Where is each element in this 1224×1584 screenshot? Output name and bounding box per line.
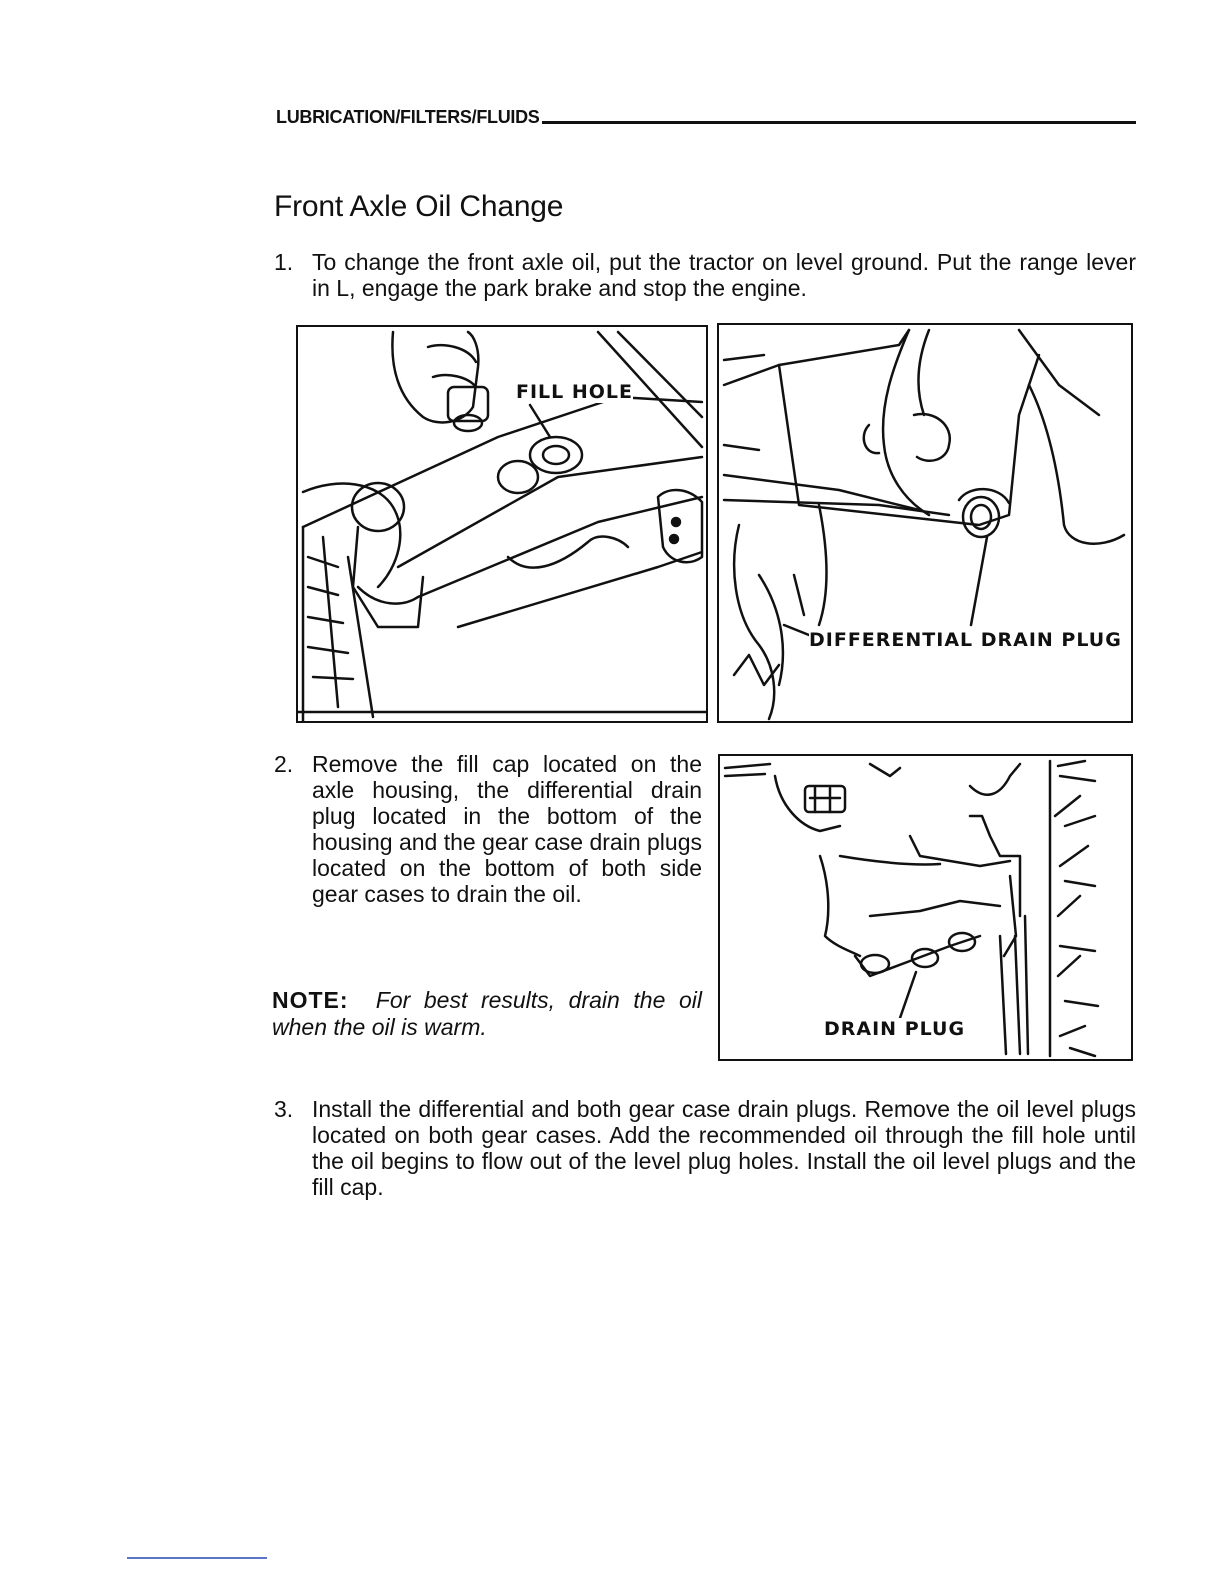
step-number: 1.: [274, 249, 294, 275]
step-number: 2.: [274, 751, 294, 777]
differential-drawing: [719, 325, 1131, 721]
drain-plug-label: DRAIN PLUG: [824, 1018, 966, 1040]
axle-fill-drawing: [298, 327, 706, 721]
fill-hole-illustration: [296, 325, 708, 723]
step-text: To change the front axle oil, put the tractor on level ground. Put the range lever in L, engage the park brake and stop the engine.: [312, 249, 1136, 301]
gear-case-drawing: [720, 756, 1131, 1059]
differential-drain-plug-label: DIFFERENTIAL DRAIN PLUG: [809, 629, 1122, 651]
step-3: [274, 1096, 1136, 1200]
gear-case-drain-plug-illustration: [718, 754, 1133, 1061]
step-text: Remove the fill cap located on the axle housing, the differential drain plug located in the bottom of the housing and the gear case drain plugs located on the bottom of both side gear cases to drain the oil.: [312, 751, 703, 907]
step-1: [274, 249, 1136, 301]
note-label: NOTE:: [272, 987, 349, 1013]
section-label: LUBRICATION/FILTERS/FLUIDS: [276, 107, 540, 127]
differential-drain-plug-illustration: [717, 323, 1133, 723]
header-rule: [542, 121, 1136, 124]
step-2: [274, 751, 702, 907]
footer-rule: [127, 1557, 267, 1559]
page-title: Front Axle Oil Change: [274, 190, 564, 223]
step-number: 3.: [274, 1096, 294, 1122]
page-header: [276, 107, 1136, 128]
note-text: For best results, drain the oil when the oil is warm.: [272, 987, 702, 1040]
note: [272, 987, 702, 1041]
fill-hole-label: FILL HOLE: [516, 381, 634, 403]
step-text: Install the differential and both gear case drain plugs. Remove the oil level plugs located on both gear cases. Add the recommended oil through the fill hole until the oil begins to flow out of the level plug holes. Install the oil level plugs and the fill cap.: [312, 1096, 1136, 1200]
